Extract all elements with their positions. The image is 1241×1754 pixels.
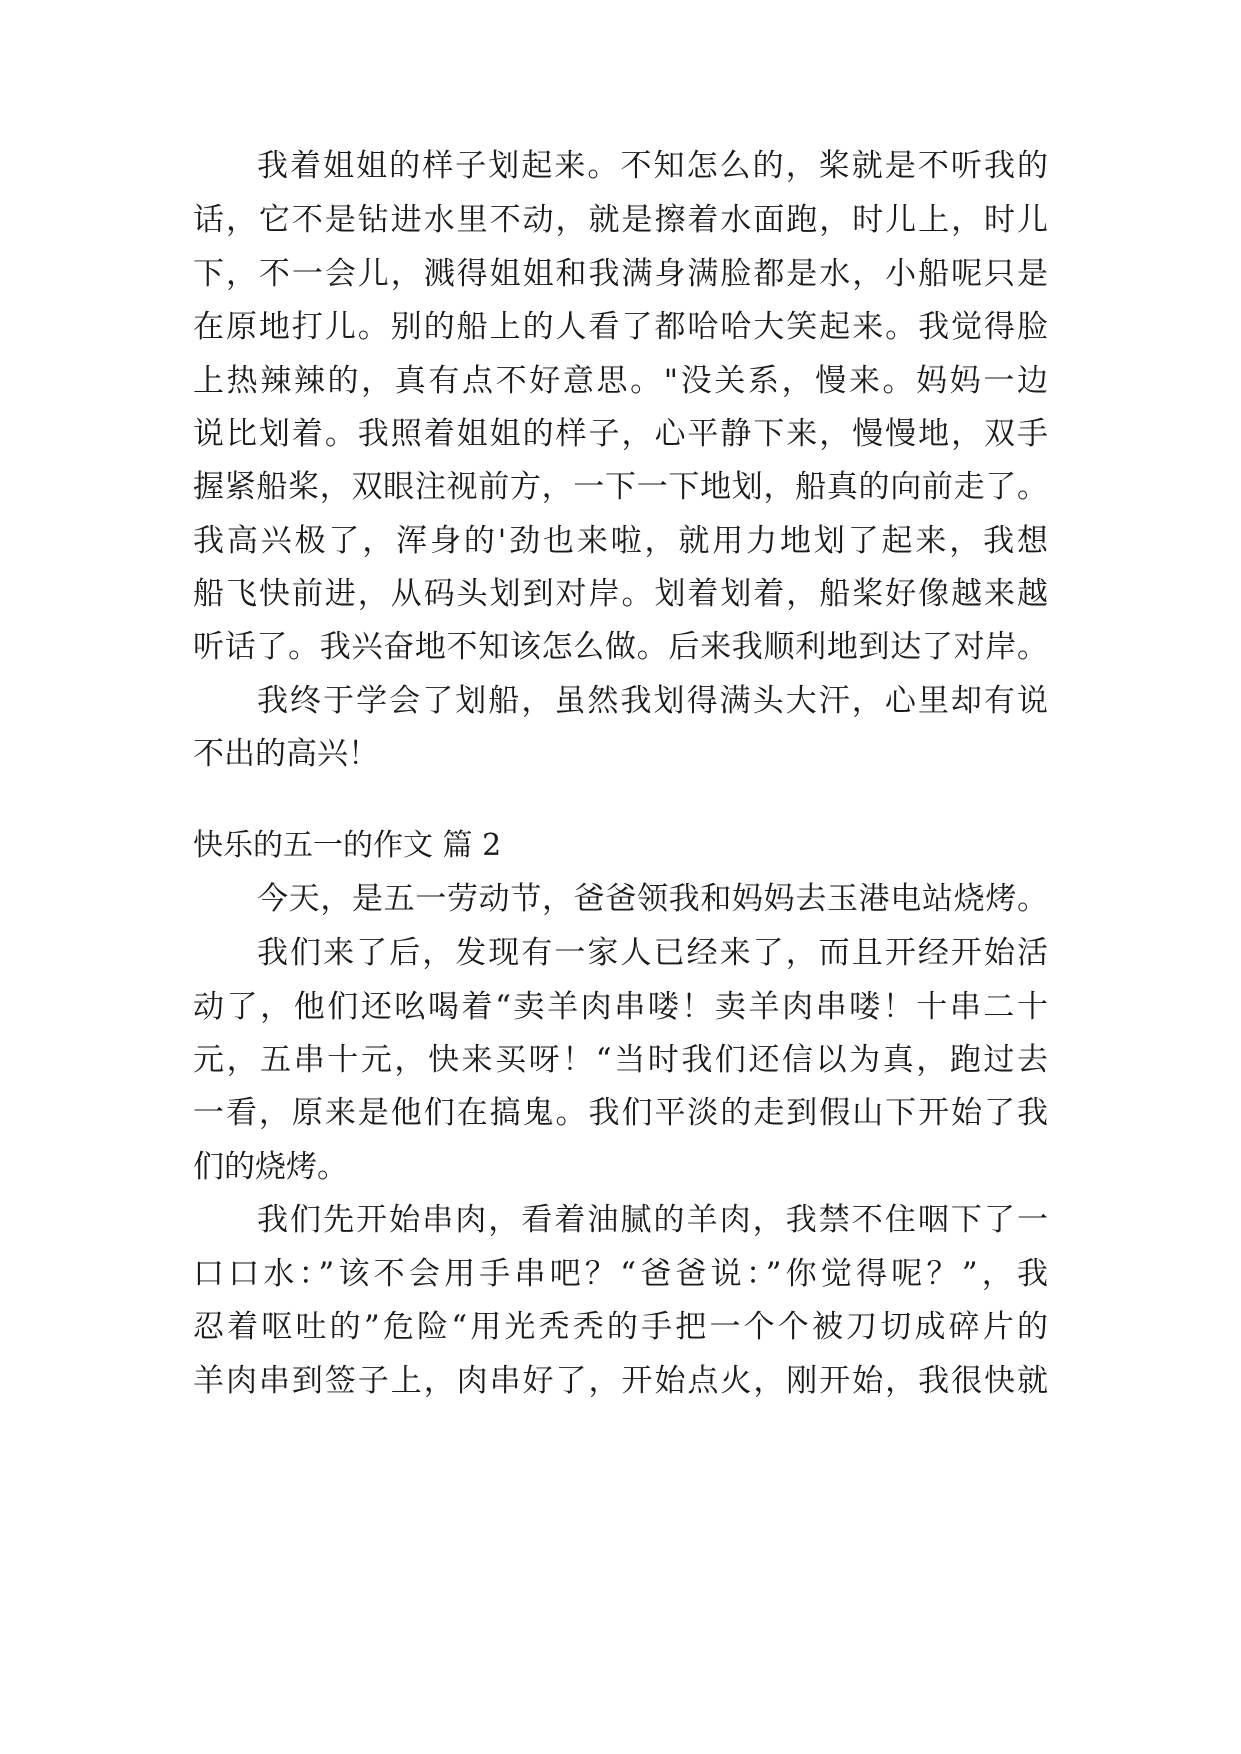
body-text-line: 船飞快前进，从码头划到对岸。划着划着，船桨好像越来越 [193, 576, 1048, 612]
body-text-line: 说比划着。我照着姐姐的样子，心平静下来，慢慢地，双手 [193, 416, 1048, 452]
body-text-line: 们的烧烤。 [193, 1149, 348, 1185]
body-text-line: 我们先开始串肉，看着油腻的羊肉，我禁不住咽下了一 [257, 1202, 1048, 1238]
body-text-line: 在原地打儿。别的船上的人看了都哈哈大笑起来。我觉得脸 [193, 309, 1048, 345]
body-text-line: 握紧船桨，双眼注视前方，一下一下地划，船真的向前走了。 [193, 469, 1048, 505]
body-text-line: 上热辣辣的，真有点不好意思。"没关系，慢来。妈妈一边 [193, 363, 1048, 399]
body-text-line: 忍着呕吐的”危险“用光秃秃的手把一个个被刀切成碎片的 [193, 1309, 1048, 1345]
body-text-line: 我终于学会了划船，虽然我划得满头大汗，心里却有说 [257, 683, 1048, 719]
body-text-line: 下，不一会儿，溅得姐姐和我满身满脸都是水，小船呢只是 [193, 256, 1048, 292]
body-text-line: 听话了。我兴奋地不知该怎么做。后来我顺利地到达了对岸。 [193, 629, 1048, 665]
body-text-line: 羊肉串到签子上，肉串好了，开始点火，刚开始，我很快就 [193, 1363, 1048, 1399]
body-text-line: 今天，是五一劳动节，爸爸领我和妈妈去玉港电站烧烤。 [257, 881, 1048, 917]
body-text-line: 我着姐姐的样子划起来。不知怎么的，桨就是不听我的 [257, 148, 1048, 184]
body-text-line: 一看，原来是他们在搞鬼。我们平淡的走到假山下开始了我 [193, 1095, 1048, 1131]
body-text-line: 我们来了后，发现有一家人已经来了，而且开经开始活 [257, 935, 1048, 971]
body-text-line: 不出的高兴！ [193, 736, 379, 772]
section-heading: 快乐的五一的作文 篇 2 [193, 828, 502, 863]
body-text-line: 口口水：”该不会用手串吧？“爸爸说：”你觉得呢？”，我 [193, 1256, 1048, 1292]
body-text-line: 元，五串十元，快来买呀！“当时我们还信以为真，跑过去 [193, 1042, 1048, 1078]
body-text-line: 话，它不是钻进水里不动，就是擦着水面跑，时儿上，时儿 [193, 202, 1048, 238]
body-text-line: 动了，他们还吆喝着“卖羊肉串喽！卖羊肉串喽！十串二十 [193, 989, 1048, 1025]
body-text-line: 我高兴极了，浑身的'劲也来啦，就用力地划了起来，我想 [193, 523, 1048, 559]
